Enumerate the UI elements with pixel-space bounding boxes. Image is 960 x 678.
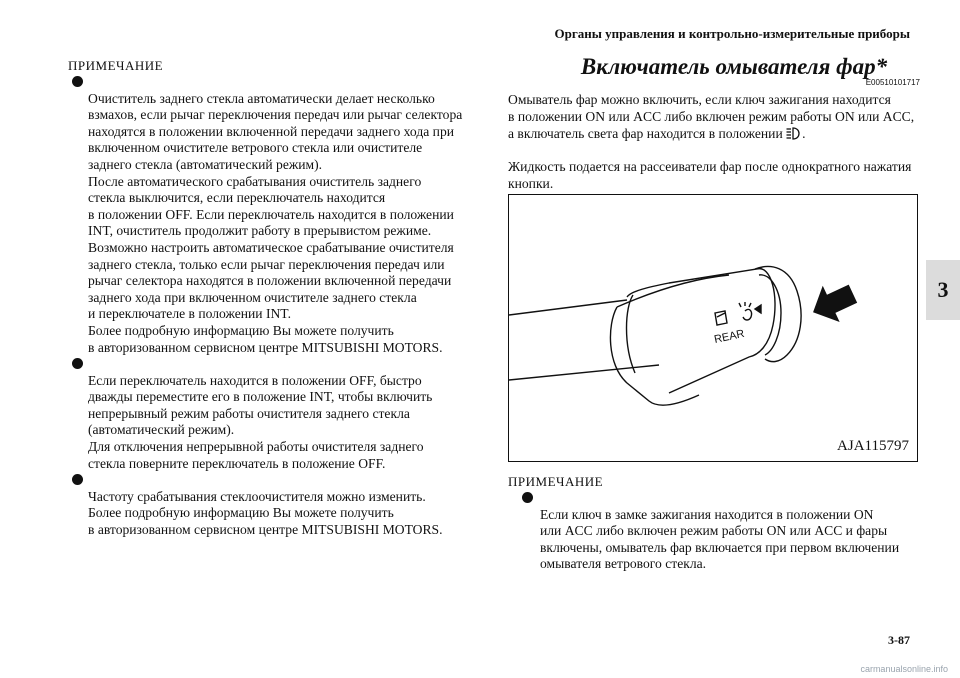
headlight-icon <box>786 127 802 144</box>
bullet-icon <box>72 76 83 87</box>
note-item <box>508 490 920 573</box>
paragraph-text: Омыватель фар можно включить, если ключ зажигания находится в положении ON или ACC либо включен режим работы ON или ACC, а включатель света фар находится в положении <box>508 92 915 141</box>
note-item-text: Если ключ в замке зажигания находится в положении ON или ACC либо включен режим работы ON или ACC и фары включены, омыватель фар включается при первом включении омывателя ветрового стекла. <box>540 506 900 572</box>
right-note <box>508 474 920 573</box>
switch-rear-label: REAR <box>713 327 746 346</box>
page-header: Органы управления и контрольно-измерительные приборы <box>554 26 910 41</box>
figure-caption: AJA115797 <box>837 438 909 454</box>
page-number: 3-87 <box>888 633 910 647</box>
note-item-text: Частоту срабатывания стеклоочистителя можно изменить. Более подробную информацию Вы можете получить в авторизованном сервисном центре MITSUBISHI MOTORS. <box>88 488 443 538</box>
section-paragraph <box>508 91 920 144</box>
note-label: ПРИМЕЧАНИЕ <box>68 58 164 73</box>
paragraph-text-end: . <box>802 126 806 141</box>
bullet-icon <box>72 474 83 485</box>
section-code: E00510101717 <box>865 78 920 87</box>
bullet-icon <box>522 492 533 503</box>
wiper-stalk-drawing <box>509 195 917 461</box>
note-item-text: Очиститель заднего стекла автоматически делает несколько взмахов, если рычаг переключения передач или рычаг селектора находятся в положении включенной передачи заднего хода при включенном очистителе ветрового стекла или очистителе заднего стекла (автоматический режим). После автоматического срабатывания очиститель заднего стекла выключится, если переключатель находится в положении OFF. Если переключатель находится в положении INT, очиститель продолжит работу в прерывистом режиме. Возможно настроить автоматическое срабатывание очистителя заднего стекла, только если рычаг переключения передач или рычаг селектора находятся в положении включенной передачи заднего хода при включенном очистителе заднего стекла и переключателе в положении INT. Более подробную информацию Вы можете получить в авторизованном сервисном центре MITSUBISHI MOTORS. <box>88 90 463 355</box>
headlamp-washer-section <box>508 54 920 192</box>
left-note <box>68 58 488 539</box>
watermark: carmanualsonline.info <box>860 664 948 674</box>
switch-illustration <box>508 194 918 462</box>
bullet-icon <box>72 358 83 369</box>
section-title: Включатель омывателя фар* <box>580 54 888 79</box>
chapter-tab: 3 <box>926 260 960 320</box>
pointer-arrow-icon <box>805 276 862 331</box>
note-item <box>68 472 488 538</box>
note-label: ПРИМЕЧАНИЕ <box>508 474 604 489</box>
note-item <box>68 356 488 472</box>
note-item-text: Если переключатель находится в положении OFF, быстро дважды переместите его в положение INT, чтобы включить непрерывный режим работы очистителя заднего стекла (автоматический режим). Для отключения непрерывной работы очистителя заднего стекла поверните переключатель в положение OFF. <box>88 372 433 471</box>
note-item <box>68 74 488 356</box>
section-paragraph: Жидкость подается на рассеиватели фар после однократного нажатия кнопки. <box>508 159 912 191</box>
